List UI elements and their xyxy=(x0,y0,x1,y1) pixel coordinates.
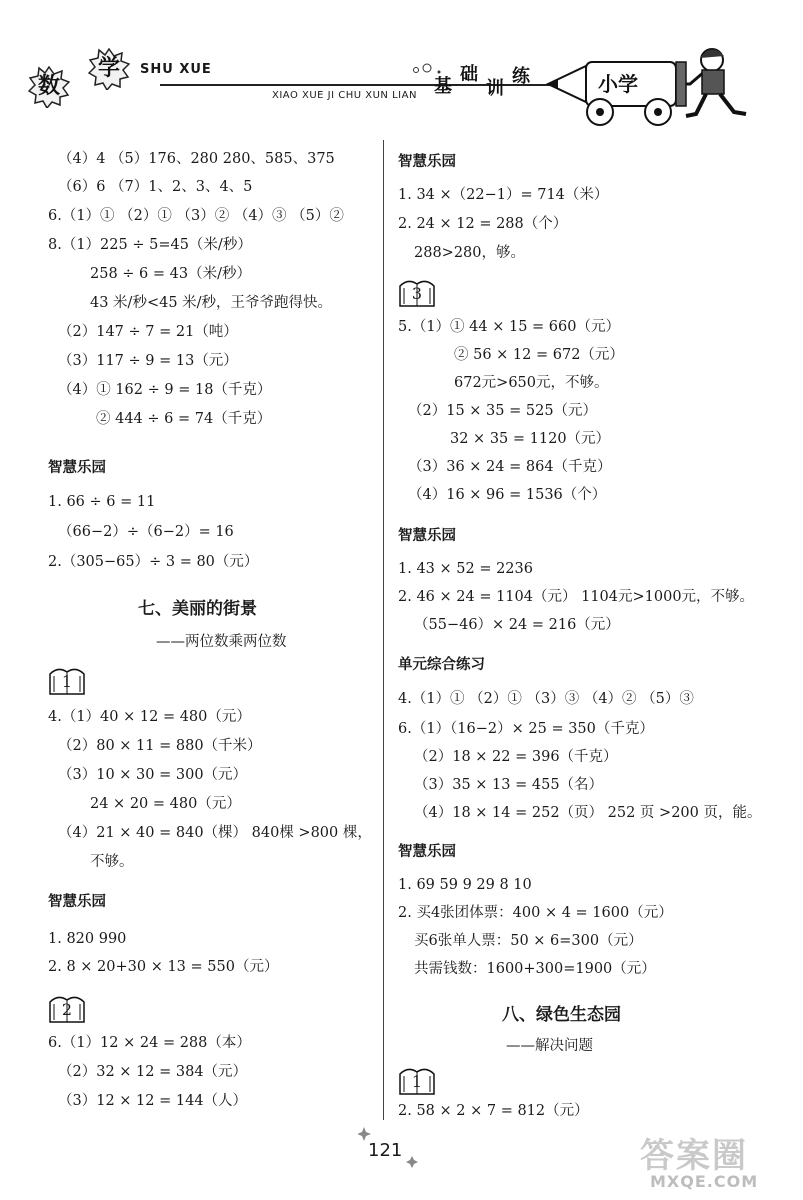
header-pinyin: XIAO XUE JI CHU XUN LIAN xyxy=(272,90,417,101)
answer-line: （2）147 ÷ 7 = 21（吨） xyxy=(58,324,238,340)
answer-line: 2. 46 × 24 = 1104（元） 1104元>1000元，不够。 xyxy=(398,589,755,605)
header-jichu-1: 基 xyxy=(434,76,452,97)
header-xiaoxue: 小学 xyxy=(598,72,638,96)
answer-line: 1. 69 59 9 29 8 10 xyxy=(398,877,532,893)
answer-line: 8.（1）225 ÷ 5=45（米/秒） xyxy=(48,237,252,253)
answer-line: （3）117 ÷ 9 = 13（元） xyxy=(58,353,238,369)
section-heading: 智慧乐园 xyxy=(398,154,456,170)
answer-line: 6.（1）（16−2）× 25 = 350（千克） xyxy=(398,721,654,737)
answer-line: 2. 买4张团体票：400 × 4 = 1600（元） xyxy=(398,905,673,921)
answer-line: （3）10 × 30 = 300（元） xyxy=(58,767,248,783)
answer-line: ② 444 ÷ 6 = 74（千克） xyxy=(96,411,272,427)
answer-line: 4.（1）40 × 12 = 480（元） xyxy=(48,709,251,725)
page-number: 121 xyxy=(368,1140,403,1161)
answer-line: 1. 43 × 52 = 2236 xyxy=(398,561,533,577)
exercise-book-number: 1 xyxy=(61,672,73,691)
section-heading: 单元综合练习 xyxy=(398,657,485,673)
answer-line: 1. 820 990 xyxy=(48,931,127,947)
answer-line: （55−46）× 24 = 216（元） xyxy=(414,617,620,633)
answer-line: 24 × 20 = 480（元） xyxy=(90,796,241,812)
header-jichu-3: 训 xyxy=(486,78,504,99)
answer-line: 288>280，够。 xyxy=(414,245,526,261)
answer-line: 2.（305−65）÷ 3 = 80（元） xyxy=(48,554,259,570)
header-badge-shu-label: 数 xyxy=(37,74,60,99)
chapter-title: 七、美丽的街景 xyxy=(138,599,257,619)
exercise-book-badge xyxy=(48,994,86,1024)
answer-line: （4）16 × 96 = 1536（个） xyxy=(408,487,607,503)
answer-line: （2）18 × 22 = 396（千克） xyxy=(414,749,618,765)
exercise-book-badge xyxy=(48,666,86,696)
section-heading: 智慧乐园 xyxy=(398,844,456,860)
header-badge-shu xyxy=(28,66,70,108)
answer-line: （4）18 × 14 = 252（页） 252 页 >200 页，能。 xyxy=(414,805,762,821)
chapter-subtitle: ——解决问题 xyxy=(506,1038,593,1054)
header-jichu-4: 练 xyxy=(512,66,530,87)
exercise-book-number: 1 xyxy=(411,1072,423,1091)
answer-line: 1. 66 ÷ 6 = 11 xyxy=(48,494,156,510)
chapter-subtitle: ——两位数乘两位数 xyxy=(156,634,287,650)
answer-line: （4）21 × 40 = 840（棵） 840棵 >800 棵， xyxy=(58,825,372,841)
answer-line: 6.（1）12 × 24 = 288（本） xyxy=(48,1035,251,1051)
header-badge-xue xyxy=(88,48,130,90)
answer-line: （2）80 × 11 = 880（千米） xyxy=(58,738,262,754)
section-heading: 智慧乐园 xyxy=(398,528,456,544)
answer-line: 2. 8 × 20+30 × 13 = 550（元） xyxy=(48,959,279,975)
answer-line: 5.（1）① 44 × 15 = 660（元） xyxy=(398,319,620,335)
answer-line: 258 ÷ 6 = 43（米/秒） xyxy=(90,266,251,282)
exercise-book-number: 2 xyxy=(61,1000,73,1019)
pencil-cart-kid-icon xyxy=(540,40,760,130)
answer-line: （2）15 × 35 = 525（元） xyxy=(408,403,598,419)
chapter-title: 八、绿色生态园 xyxy=(502,1005,621,1025)
answer-line: 2. 24 × 12 = 288（个） xyxy=(398,216,568,232)
header-badge-xue-label: 学 xyxy=(97,56,120,81)
answer-line: （2）32 × 12 = 384（元） xyxy=(58,1064,248,1080)
answer-line: 672元>650元，不够。 xyxy=(454,375,609,391)
answer-line: 共需钱数：1600+300=1900（元） xyxy=(414,961,656,977)
exercise-book-number: 3 xyxy=(411,284,423,303)
answer-line: （4）4 （5）176、280 280、585、375 xyxy=(58,151,335,167)
answer-line: （6）6 （7）1、2、3、4、5 xyxy=(58,179,253,195)
exercise-book-badge xyxy=(398,278,436,308)
answer-line: （66−2）÷（6−2）= 16 xyxy=(58,524,234,540)
answer-line: ② 56 × 12 = 672（元） xyxy=(454,347,624,363)
answer-line: 4.（1）① （2）① （3）③ （4）② （5）③ xyxy=(398,691,694,707)
answer-line: （3）35 × 13 = 455（名） xyxy=(414,777,604,793)
answer-line: （3）12 × 12 = 144（人） xyxy=(58,1093,248,1109)
answer-line: 不够。 xyxy=(90,854,134,870)
section-heading: 智慧乐园 xyxy=(48,460,106,476)
answer-line: 43 米/秒<45 米/秒，王爷爷跑得快。 xyxy=(90,295,333,311)
answer-line: 2. 58 × 2 × 7 = 812（元） xyxy=(398,1103,589,1119)
exercise-book-badge xyxy=(398,1066,436,1096)
page-header xyxy=(0,0,803,140)
answer-line: （4）① 162 ÷ 9 = 18（千克） xyxy=(58,382,272,398)
watermark-url: MXQE.COM xyxy=(650,1172,759,1191)
column-divider xyxy=(383,140,384,1120)
answer-line: 6.（1）① （2）① （3）② （4）③ （5）② xyxy=(48,208,344,224)
answer-line: （3）36 × 24 = 864（千克） xyxy=(408,459,612,475)
answer-line: 1. 34 ×（22−1）= 714（米） xyxy=(398,187,609,203)
answer-line: 买6张单人票：50 × 6=300（元） xyxy=(414,933,643,949)
watermark-logo: 答案圈 xyxy=(640,1136,748,1176)
header-jichu-2: 础 xyxy=(460,64,478,85)
section-heading: 智慧乐园 xyxy=(48,894,106,910)
answer-line: 32 × 35 = 1120（元） xyxy=(450,431,611,447)
header-shu-xue: SHU XUE xyxy=(140,62,212,77)
